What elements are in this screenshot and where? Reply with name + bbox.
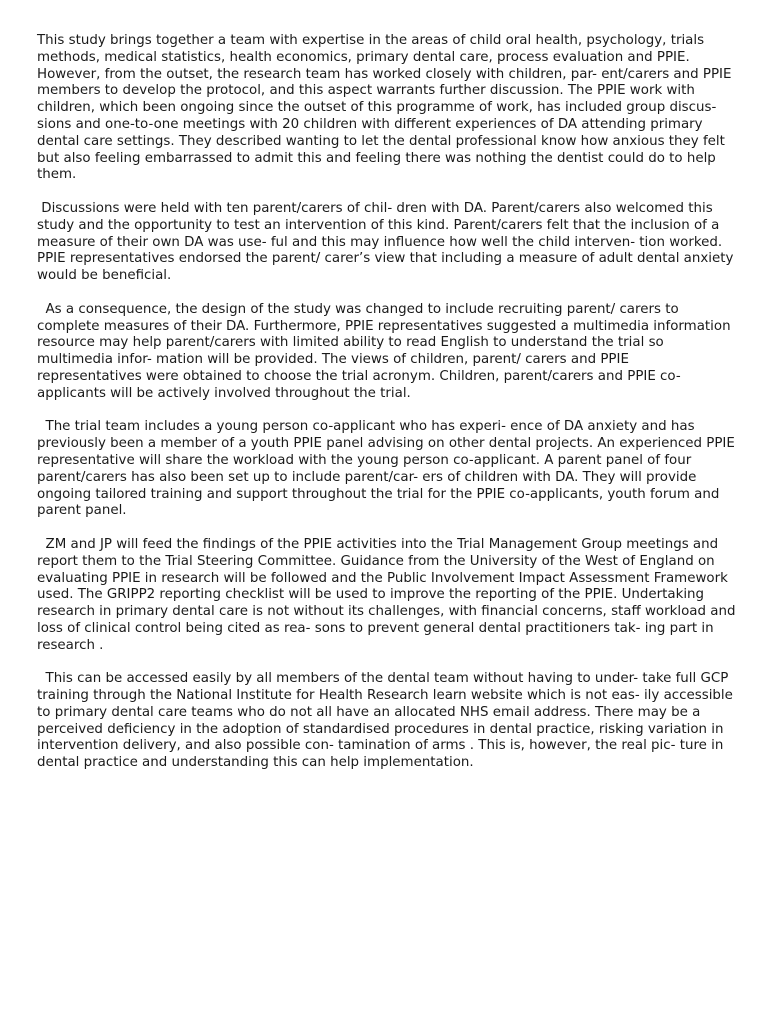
paragraph-ppie-team: This study brings together a team with expertise in the areas of child oral health, psychology, trials methods, medical statistics, health economics, primary dental care, process evaluation and PPIE. However, from the outset, the research team has worked closely with children, par- ent/carers and PPIE members to develop the protocol, and this aspect warrants further discussion. The PPIE work with children, which been ongoing since the outset of this programme of work, has included group discus- sions and one-to-one meetings with 20 children with different experiences of DA attending primary dental care settings. They described wanting to let the dental professional know how anxious they felt but also feeling embarrassed to admit this and feeling there was nothing the dentist could do to help them. <box>37 33 736 183</box>
paragraph-ppie-reporting: ZM and JP will feed the findings of the PPIE activities into the Trial Management Group meetings and report them to the Trial Steering Committee. Guidance from the University of the West of England on evaluating PPIE in research will be followed and the Public Involvement Impact Assessment Framework used. The GRIPP2 reporting checklist will be used to improve the reporting of the PPIE. Undertaking research in primary dental care is not without its challenges, with financial concerns, staff workload and loss of clinical control being cited as rea- sons to prevent general dental practitioners tak- ing part in research . <box>37 536 740 653</box>
paragraph-parent-discussions: Discussions were held with ten parent/carers of chil- dren with DA. Parent/carers also welcomed this study and the opportunity to test an intervention of this kind. Parent/carers felt that the inclusion of a measure of their own DA was use- ful and this may influence how well the child interven- tion worked. PPIE representatives endorsed the parent/ carer’s view that including a measure of adult dental anxiety would be beneficial. <box>37 200 738 284</box>
document-body <box>37 33 740 789</box>
paragraph-gcp-training: This can be accessed easily by all members of the dental team without having to under- take full GCP training through the National Institute for Health Research learn website which is not eas- ily accessible to primary dental care teams who do not all have an allocated NHS email address. There may be a perceived deficiency in the adoption of standardised procedures in dental practice, risking variation in intervention delivery, and also possible con- tamination of arms . This is, however, the real pic- ture in dental practice and understanding this can help implementation. <box>37 671 738 771</box>
paragraph-study-design-change: As a consequence, the design of the study was changed to include recruiting parent/ carers to complete measures of their DA. Furthermore, PPIE representatives suggested a multimedia information resource may help parent/carers with limited ability to read English to understand the trial so multimedia infor- mation will be provided. The views of children, parent/ carers and PPIE representatives were obtained to choose the trial acronym. Children, parent/carers and PPIE co-applicants will be actively involved throughout the trial. <box>37 301 735 401</box>
paragraph-trial-team: The trial team includes a young person co-applicant who has experi- ence of DA anxiety and has previously been a member of a youth PPIE panel advising on other dental projects. An experienced PPIE representative will share the workload with the young person co-applicant. A parent panel of four parent/carers has also been set up to include parent/car- ers of children with DA. They will provide ongoing tailored training and support throughout the trial for the PPIE co-applicants, youth forum and parent panel. <box>37 419 740 519</box>
